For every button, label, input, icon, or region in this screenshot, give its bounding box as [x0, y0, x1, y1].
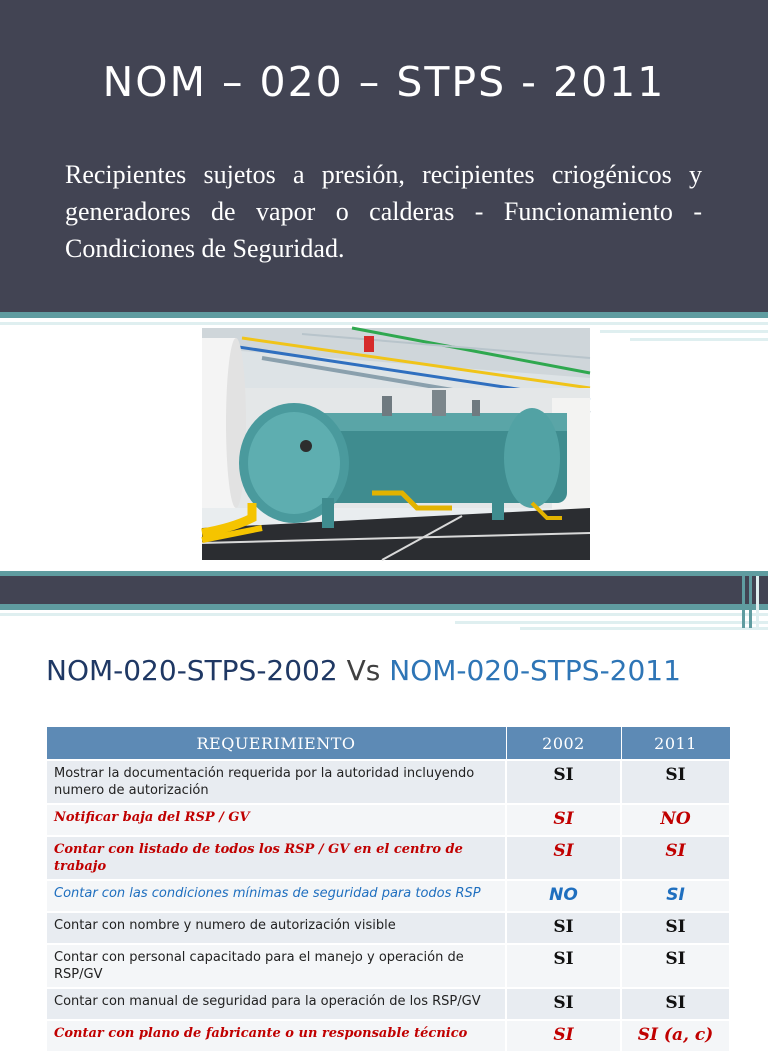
accent-line — [0, 322, 768, 325]
table-row — [46, 988, 730, 1020]
requirement-cell: Notificar baja del RSP / GV — [46, 804, 506, 836]
title-vs: Vs — [337, 654, 390, 687]
value-2011-cell: NO — [621, 804, 730, 836]
accent-line — [600, 330, 768, 333]
table-row — [46, 944, 730, 988]
boiler-illustration — [202, 328, 590, 560]
value-2011-cell: SI (a, c) — [621, 1020, 730, 1052]
value-2002-cell: SI — [506, 836, 621, 880]
table-header-row — [46, 727, 730, 761]
comparison-title — [46, 654, 681, 687]
title-header-band — [0, 0, 768, 312]
accent-line — [630, 338, 768, 341]
value-2002-cell: SI — [506, 912, 621, 944]
slide-comparison — [0, 576, 768, 1045]
slide-title-text: NOM – 020 – STPS - 2011 — [102, 58, 666, 106]
requirement-cell: Contar con listado de todos los RSP / GV en el centro de trabajo — [46, 836, 506, 880]
requirement-cell: Contar con nombre y numero de autorización visible — [46, 912, 506, 944]
value-2002-cell: SI — [506, 804, 621, 836]
title-old-standard: NOM-020-STPS-2002 — [46, 654, 338, 687]
value-2011-cell: SI — [621, 760, 730, 804]
value-2011-cell: SI — [621, 988, 730, 1020]
requirements-table — [45, 726, 731, 1053]
value-2002-cell: SI — [506, 760, 621, 804]
teal-accent-band — [0, 604, 768, 610]
boiler-photo — [202, 328, 590, 560]
accent-line — [0, 613, 768, 616]
header-requirement: REQUERIMIENTO — [46, 727, 506, 761]
teal-accent-band — [0, 312, 768, 318]
value-2011-cell: SI — [621, 912, 730, 944]
requirement-cell: Contar con personal capacitado para el manejo y operación de RSP/GV — [46, 944, 506, 988]
accent-line — [520, 627, 768, 630]
value-2011-cell: SI — [621, 836, 730, 880]
requirement-cell: Contar con las condiciones mínimas de seguridad para todos RSP — [46, 880, 506, 912]
value-2011-cell: SI — [621, 944, 730, 988]
table-row — [46, 760, 730, 804]
accent-stripe — [749, 576, 752, 628]
accent-stripe — [756, 576, 759, 628]
header-2002: 2002 — [506, 727, 621, 761]
slide-subtitle-text: Recipientes sujetos a presión, recipientes criogénicos y generadores de vapor o calderas - Funcionamiento - Condiciones de Seguridad. — [65, 160, 702, 263]
requirement-cell: Contar con plano de fabricante o un responsable técnico — [46, 1020, 506, 1052]
value-2002-cell: NO — [506, 880, 621, 912]
table-row — [46, 804, 730, 836]
title-new-standard: NOM-020-STPS-2011 — [389, 654, 681, 687]
value-2002-cell: SI — [506, 944, 621, 988]
table-row — [46, 836, 730, 880]
value-2002-cell: SI — [506, 988, 621, 1020]
accent-line — [455, 621, 768, 624]
table-row — [46, 880, 730, 912]
requirement-cell: Contar con manual de seguridad para la operación de los RSP/GV — [46, 988, 506, 1020]
header-2011: 2011 — [621, 727, 730, 761]
value-2011-cell: SI — [621, 880, 730, 912]
table-row — [46, 912, 730, 944]
accent-stripe — [742, 576, 745, 628]
value-2002-cell: SI — [506, 1020, 621, 1052]
comparison-header-band — [0, 576, 768, 604]
requirement-cell: Mostrar la documentación requerida por la autoridad incluyendo numero de autorización — [46, 760, 506, 804]
table-row — [46, 1020, 730, 1052]
